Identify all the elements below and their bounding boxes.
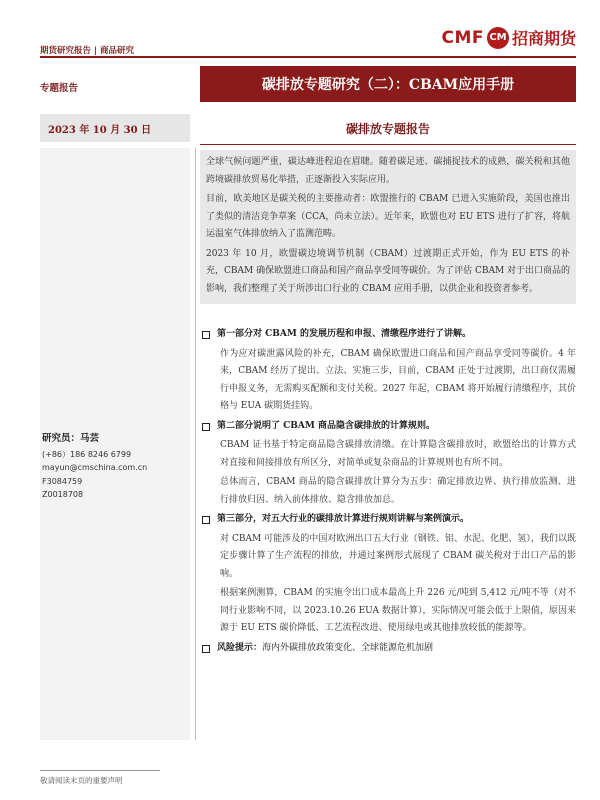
summary-paragraph: 全球气候问题严重，碳达峰进程迫在眉睫。随着碳足迹、碳捕捉技术的成熟，碳关税和其他跨境碳排放贸易化举措，正逐渐投入实际应用。 [206, 157, 570, 185]
footer-divider [40, 770, 160, 771]
subtitle-divider [200, 144, 576, 145]
risk-text: 海内外碳排放政策变化、全球能源危机加剧 [262, 642, 434, 653]
report-date: 2023 年 10 月 30 日 [48, 124, 152, 136]
checkbox-bullet-icon [202, 516, 210, 524]
footer-disclaimer: 敬请阅读末页的重要声明 [40, 776, 123, 785]
report-body [200, 326, 576, 657]
logo-chinese-name: 招商期货 [511, 29, 576, 48]
section-paragraph: CBAM 证书基于特定商品隐含碳排放清缴。在计算隐含碳排放时，欧盟给出的计算方式对直接和间接排放有所区分，对简单或复杂商品的计算规则也有所不同。 [220, 440, 576, 468]
report-title-banner [200, 66, 576, 102]
checkbox-bullet-icon [202, 423, 210, 431]
risk-label: 风险提示： [217, 642, 263, 653]
section-paragraph: 作为应对碳泄露风险的补充，CBAM 确保欧盟进口商品和国产商品享受同等碳价。4 年来，CBAM 经历了提出、立法、实施三步，目前，CBAM 正处于过渡期，出口商仅需履行申报义务，无需购买配额和支付关税。2027 年起，CBAM 将开始履行清缴程序，其价格与 EUA 碳期货挂钩。 [220, 348, 576, 411]
researcher-info [42, 432, 188, 502]
report-subtitle: 碳排放专题报告 [345, 121, 430, 136]
section-paragraph: 总体而言，CBAM 商品的隐含碳排放计算分为五步：确定排放边界、执行排放监测、进行排放归因、纳入前体排放、隐含排放加总。 [220, 477, 576, 505]
company-logo [441, 26, 576, 49]
researcher-phone: (+86）186 8246 6799 [42, 449, 132, 459]
header-divider [40, 56, 576, 58]
section-heading-text: 第二部分说明了 CBAM 商品隐含碳排放的计算规则。 [217, 420, 435, 431]
logo-emblem-icon: CM [487, 27, 509, 49]
summary-paragraph: 目前，欧美地区是碳关税的主要推动者：欧盟推行的 CBAM 已进入实施阶段，美国也推出了类似的清洁竞争草案（CCA，尚未立法）。近年来，欧盟也对 EU ETS 进行了扩容，将航运温室气体排放纳入了监测范畴。 [206, 194, 570, 239]
section-heading [200, 418, 576, 436]
researcher-cert-2: Z0018708 [42, 490, 84, 499]
report-title: 碳排放专题研究（二）：CBAM应用手册 [261, 77, 515, 93]
researcher-email[interactable]: mayun@cmschina.com.cn [42, 463, 148, 472]
report-type: 专题报告 [40, 83, 79, 94]
section-paragraph: 对 CBAM 可能涉及的中国对欧洲出口五大行业（钢铁、铝、水泥、化肥、氢），我们以既定步骤计算了生产流程的排放，并通过案例形式展现了 CBAM 碳关税对于出口产品的影响。 [220, 533, 576, 579]
section-heading-text: 第三部分，对五大行业的碳排放计算进行规则讲解与案例演示。 [217, 514, 470, 524]
report-date-box [40, 114, 190, 142]
logo-text: CMF [441, 27, 484, 48]
checkbox-bullet-icon [202, 331, 210, 339]
breadcrumb: 期货研究报告 | 商品研究 [40, 46, 135, 56]
section-heading-text: 第一部分对 CBAM 的发展历程和申报、清缴程序进行了讲解。 [217, 329, 471, 339]
risk-warning [200, 640, 576, 658]
summary-paragraph: 2023 年 10 月，欧盟碳边境调节机制（CBAM）过渡期正式开始，作为 EU ETS 的补充，CBAM 确保欧盟进口商品和国产商品享受同等碳价。为了评估 CBAM 对于出口商品的影响，我们整理了关于所涉出口行业的 CBAM 应用手册，以供企业和投资者参考。 [206, 248, 571, 294]
section-paragraph: 根据案例测算，CBAM 的实施令出口成本最高上升 226 元/吨到 5,412 元/吨不等（对不同行业影响不同，以 2023.10.26 EUA 数据计算），实际情况可能会低于上限值，原因来源于 EU ETS 碳价降低、工艺流程改进、使用绿电或其他排放较低的能源等。 [220, 588, 576, 633]
checkbox-bullet-icon [202, 645, 210, 653]
researcher-name: 研究员：马芸 [42, 433, 100, 444]
section-heading [200, 511, 576, 529]
section-heading [200, 326, 576, 344]
column-divider [195, 148, 196, 740]
researcher-cert-1: F3084759 [42, 476, 83, 486]
summary-box [200, 150, 576, 304]
